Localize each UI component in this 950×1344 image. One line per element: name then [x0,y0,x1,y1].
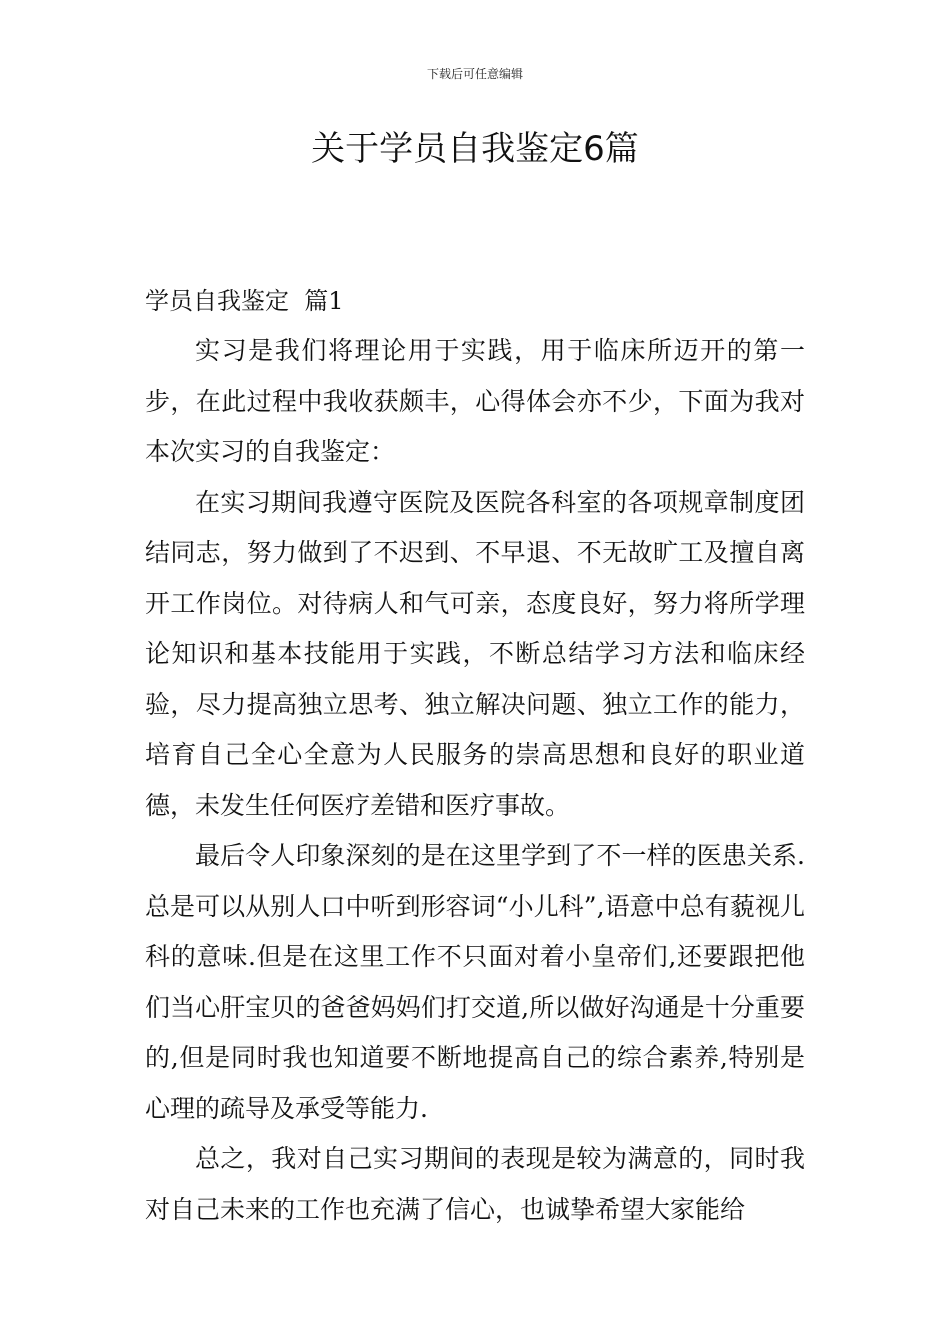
paragraph-3: 最后令人印象深刻的是在这里学到了不一样的医患关系.总是可以从别人口中听到形容词“小儿科”,语意中总有藐视儿科的意味.但是在这里工作不只面对着小皇帝们,还要跟把他们当心肝宝贝的爸爸妈妈们打交道,所以做好沟通是十分重要的,但是同时我也知道要不断地提高自己的综合素养,特别是心理的疏导及承受等能力. [145,841,805,1123]
document-title: 关于学员自我鉴定6篇 [311,129,639,169]
paragraph-4: 总之，我对自己实习期间的表现是较为满意的，同时我对自己未来的工作也充满了信心，也诚挚希望大家能给 [145,1144,805,1224]
paragraph-2: 在实习期间我遵守医院及医院各科室的各项规章制度团结同志，努力做到了不迟到、不早退、不无故旷工及擅自离开工作岗位。对待病人和气可亲，态度良好，努力将所学理论知识和基本技能用于实践，不断总结学习方法和临床经验，尽力提高独立思考、独立解决问题、独立工作的能力，培育自己全心全意为人民服务的崇高思想和良好的职业道德，未发生任何医疗差错和医疗事故。 [145,487,805,820]
section-heading: 学员自我鉴定 篇1 [145,287,344,315]
paragraph-1: 实习是我们将理论用于实践，用于临床所迈开的第一步，在此过程中我收获颇丰，心得体会亦不少，下面为我对本次实习的自我鉴定： [145,336,805,466]
document-body [145,276,805,1235]
header-note: 下载后可任意编辑 [426,67,523,81]
